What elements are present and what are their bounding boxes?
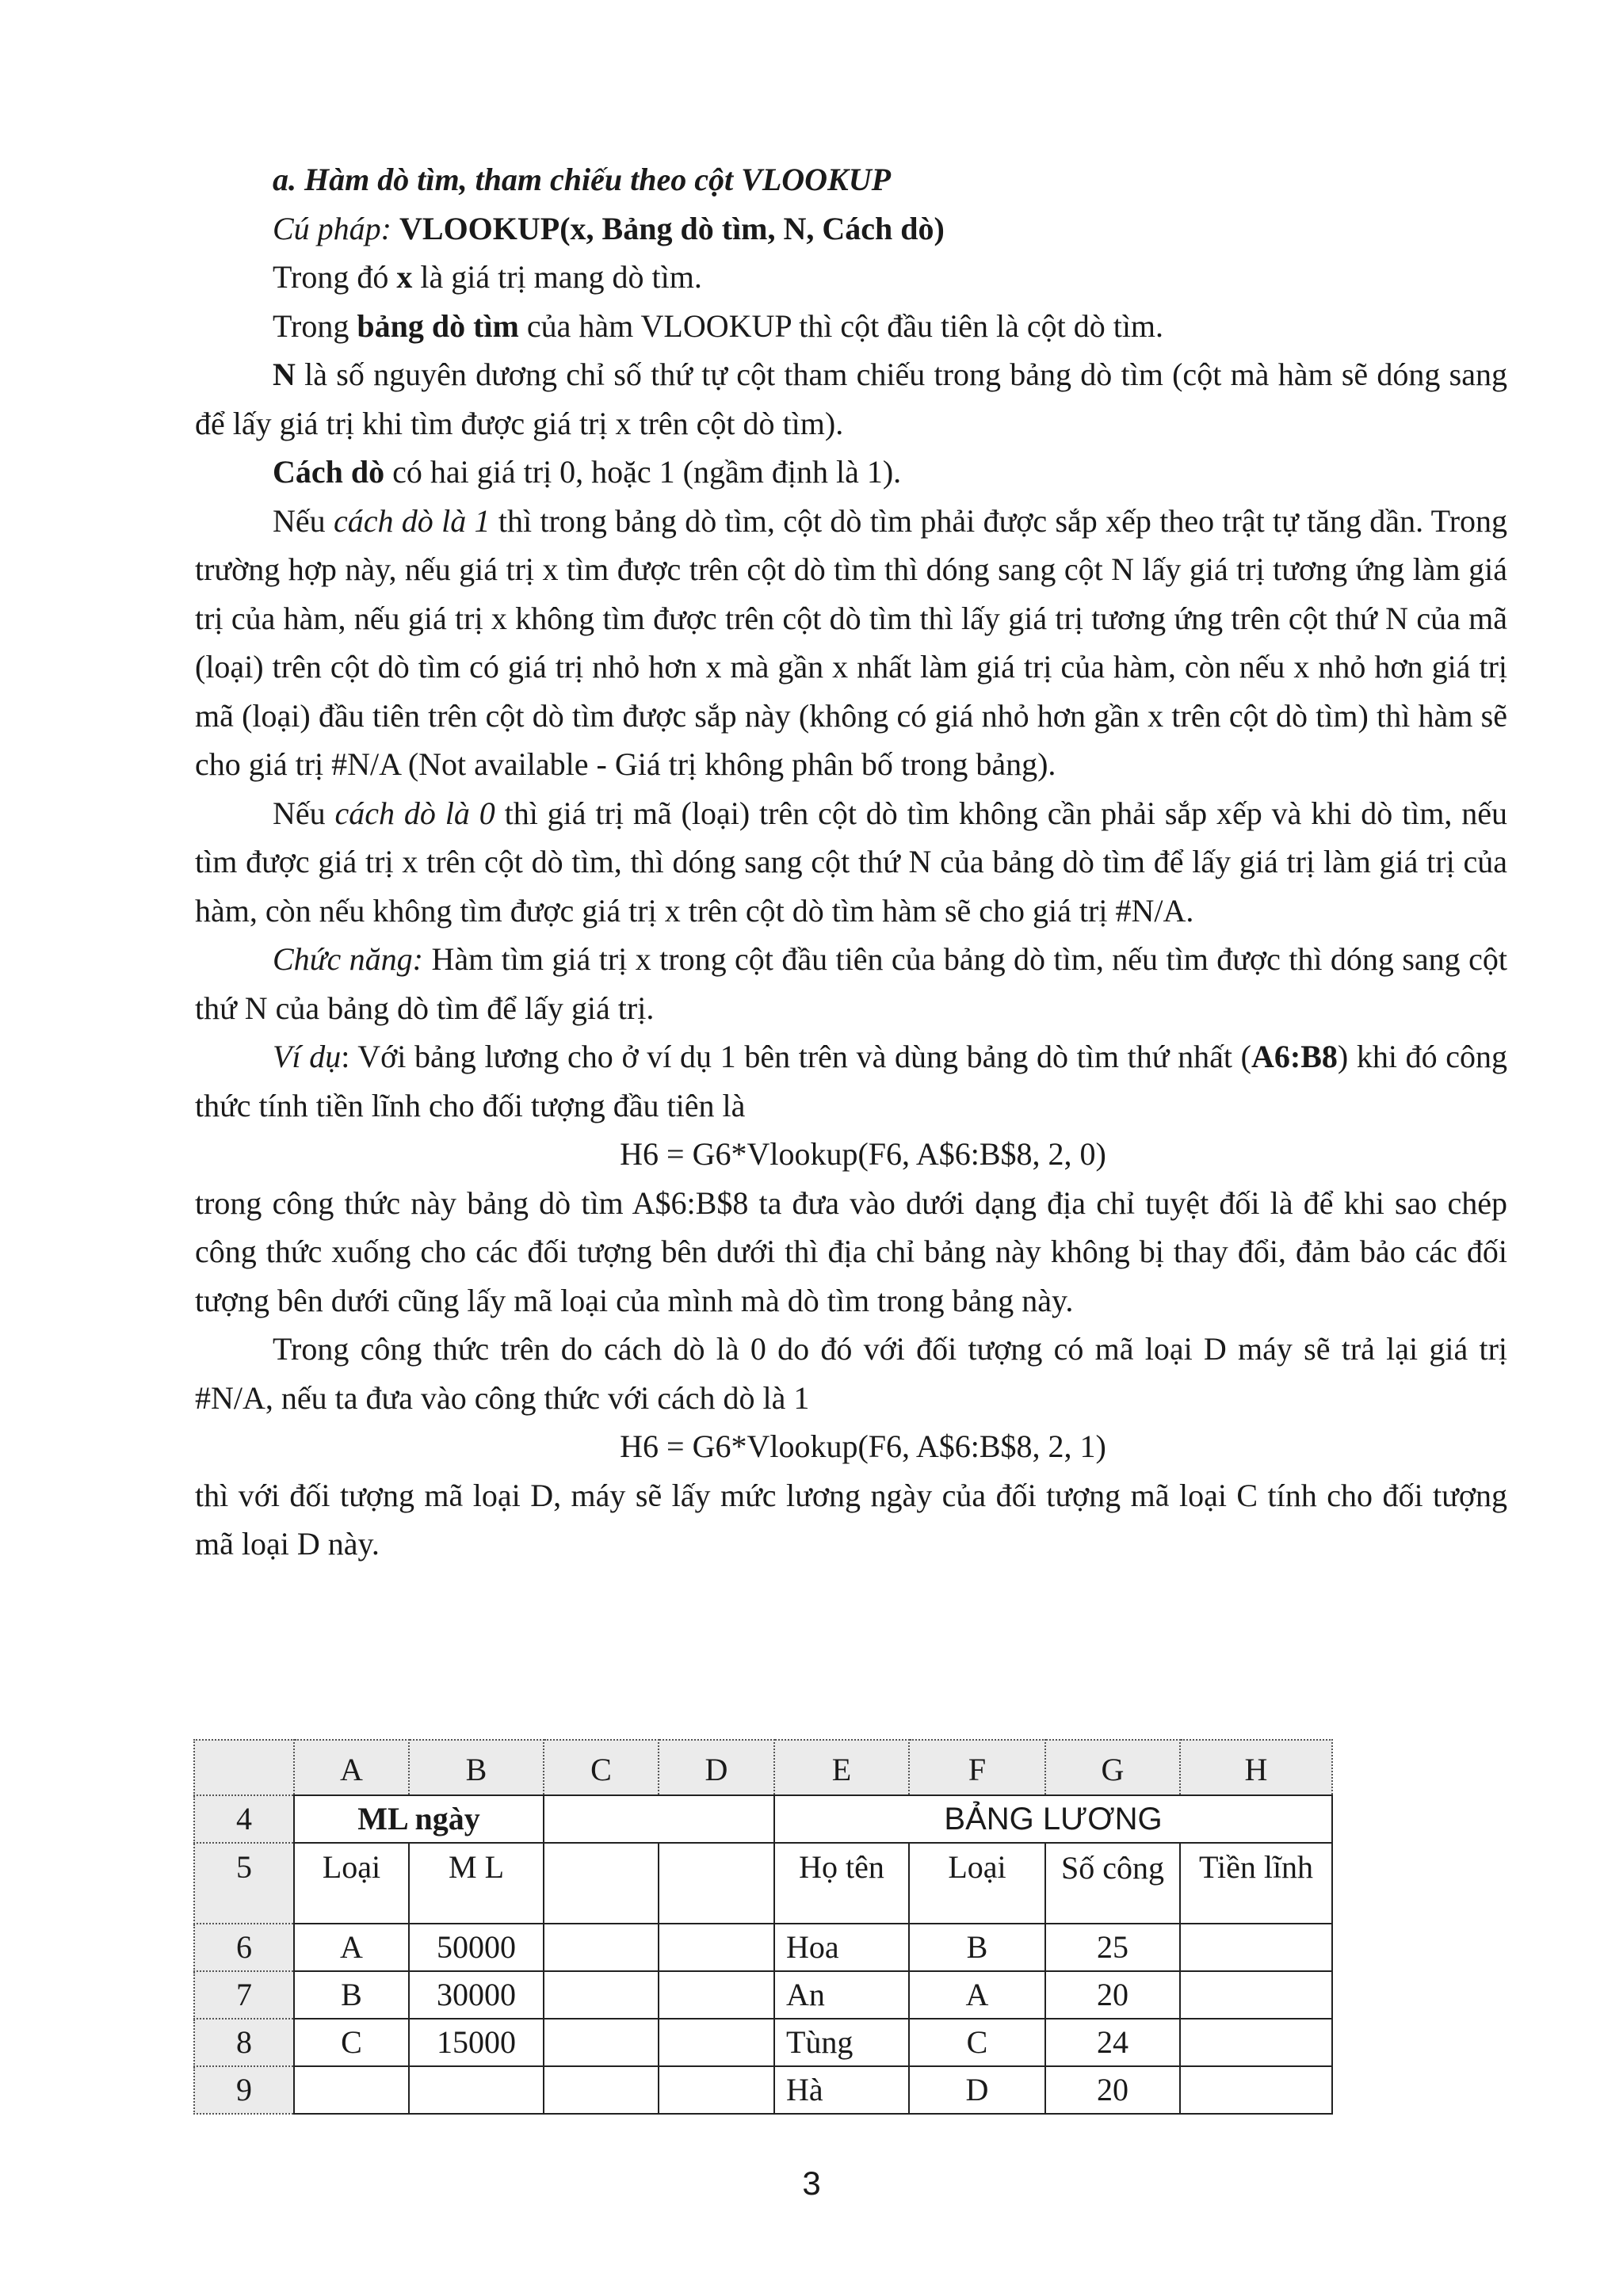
- paragraph-example: Ví dụ: Với bảng lương cho ở ví dụ 1 bên trên và dùng bảng dò tìm thứ nhất (A6:B8) khi đó công thức tính tiền lĩnh cho đối tượng đầu tiên là: [195, 1039, 1508, 1123]
- table-cell: 24: [1045, 2019, 1180, 2066]
- col-header-e: E: [774, 1740, 909, 1795]
- table-cell: D: [909, 2066, 1045, 2114]
- table-row: [194, 1924, 1332, 1971]
- corner-cell: [194, 1740, 294, 1795]
- col-header-d: D: [659, 1740, 774, 1795]
- empty-cell: [659, 2066, 774, 2114]
- row-header: 8: [194, 2019, 294, 2066]
- header-cell: M L: [409, 1843, 544, 1924]
- empty-cell: [659, 2019, 774, 2066]
- table-cell: A: [909, 1971, 1045, 2019]
- empty-cell: [544, 1924, 659, 1971]
- paragraph-lookup-table: Trong bảng dò tìm của hàm VLOOKUP thì cột đầu tiên là cột dò tìm.: [273, 307, 1164, 344]
- table-cell: C: [294, 2019, 409, 2066]
- col-header-g: G: [1045, 1740, 1180, 1795]
- empty-cell: [659, 1924, 774, 1971]
- row-header: 4: [194, 1795, 294, 1843]
- syntax-line: [195, 204, 1507, 254]
- header-cell: Loại: [909, 1843, 1045, 1924]
- empty-cell: [659, 1971, 774, 2019]
- table-cell: Hoa: [774, 1924, 909, 1971]
- table-cell: B: [909, 1924, 1045, 1971]
- table-cell: C: [909, 2019, 1045, 2066]
- table-row: [194, 2019, 1332, 2066]
- empty-cell: [544, 1971, 659, 2019]
- spreadsheet-table: [193, 1739, 1333, 2115]
- paragraph-match-mode: Cách dò có hai giá trị 0, hoặc 1 (ngầm định là 1).: [273, 454, 902, 490]
- row-header: 9: [194, 2066, 294, 2114]
- table-row: [194, 1971, 1332, 2019]
- paragraph-conclusion: thì với đối tượng mã loại D, máy sẽ lấy mức lương ngày của đối tượng mã loại C tính cho đối tượng mã loại D này.: [195, 1477, 1507, 1562]
- col-header-h: H: [1180, 1740, 1332, 1795]
- table-row: [194, 2066, 1332, 2114]
- empty-cell: [544, 2066, 659, 2114]
- page-number: 3: [802, 2164, 821, 2202]
- table-cell: 20: [1045, 2066, 1180, 2114]
- formula-2: H6 = G6*Vlookup(F6, A$6:B$8, 2, 1): [620, 1428, 1106, 1464]
- paragraph-mode-1: Nếu cách dò là 1 thì trong bảng dò tìm, cột dò tìm phải được sắp xếp theo trật tự tăng dần. Trong trường hợp này, nếu giá trị x tìm được trên cột dò tìm thì dóng sang cột N lấy giá trị tương ứng làm giá trị của hàm, nếu giá trị x không tìm được trên cột dò tìm thì lấy giá trị tương ứng trên cột thứ N của mã (loại) trên cột dò tìm có giá trị nhỏ hơn x mà gần x nhất làm giá trị của hàm, còn nếu x nhỏ hơn giá trị mã (loại) đầu tiên trên cột dò tìm được sắp này (không có giá nhỏ hơn gần x trên cột dò tìm) thì hàm sẽ cho giá trị #N/A (Not available - Giá trị không phân bố trong bảng).: [195, 502, 1508, 782]
- paragraph-na: Trong công thức trên do cách dò là 0 do đó với đối tượng có mã loại D máy sẽ trả lại giá trị #N/A, nếu ta đưa vào công thức với cách dò là 1: [195, 1331, 1507, 1416]
- paragraph-n: N là số nguyên dương chỉ số thứ tự cột tham chiếu trong bảng dò tìm (cột mà hàm sẽ dóng sang để lấy giá trị khi tìm được giá trị x trên cột dò tìm).: [195, 357, 1507, 441]
- row-header: 6: [194, 1924, 294, 1971]
- table-cell: 25: [1045, 1924, 1180, 1971]
- paragraph-absolute-address: trong công thức này bảng dò tìm A$6:B$8 ta đưa vào dưới dạng địa chỉ tuyệt đối là để khi sao chép công thức xuống cho các đối tượng bên dưới thì địa chỉ bảng này không bị thay đổi, đảm bảo các đối tượng bên dưới cũng lấy mã loại của mình mà dò tìm trong bảng này.: [195, 1184, 1507, 1318]
- table-cell: 15000: [409, 2019, 544, 2066]
- header-cell: Tiền lĩnh: [1180, 1843, 1332, 1924]
- paragraph-function: Chức năng: Hàm tìm giá trị x trong cột đầu tiên của bảng dò tìm, nếu tìm được thì dóng sang cột thứ N của bảng dò tìm để lấy giá trị.: [195, 941, 1507, 1026]
- table-row: [194, 1795, 1332, 1843]
- table-cell: A: [294, 1924, 409, 1971]
- empty-cell: [659, 1843, 774, 1924]
- row-header: 7: [194, 1971, 294, 2019]
- empty-cell: [544, 2019, 659, 2066]
- page-body: [195, 155, 1507, 1569]
- header-cell: Số công: [1045, 1843, 1180, 1924]
- syntax-label: Cú pháp:: [273, 210, 391, 246]
- paragraph-mode-0: Nếu cách dò là 0 thì giá trị mã (loại) trên cột dò tìm không cần phải sắp xếp và khi dò tìm, nếu tìm được giá trị x trên cột dò tìm, thì dóng sang cột thứ N của bảng dò tìm để lấy giá trị làm giá trị của hàm, còn nếu không tìm được giá trị x trên cột dò tìm hàm sẽ cho giá trị #N/A.: [195, 795, 1508, 929]
- col-header-a: A: [294, 1740, 409, 1795]
- syntax-text: VLOOKUP(x, Bảng dò tìm, N, Cách dò): [399, 210, 945, 246]
- table-cell: [294, 2066, 409, 2114]
- table-cell: [409, 2066, 544, 2114]
- empty-cell: [1180, 1924, 1332, 1971]
- ml-table-title: ML ngày: [294, 1795, 544, 1843]
- table-cell: 50000: [409, 1924, 544, 1971]
- row-header: 5: [194, 1843, 294, 1924]
- table-cell: An: [774, 1971, 909, 2019]
- col-header-b: B: [409, 1740, 544, 1795]
- paragraph-x: Trong đó x là giá trị mang dò tìm.: [273, 259, 702, 295]
- formula-1: H6 = G6*Vlookup(F6, A$6:B$8, 2, 0): [620, 1136, 1106, 1172]
- table-cell: Tùng: [774, 2019, 909, 2066]
- header-cell: Loại: [294, 1843, 409, 1924]
- empty-cell: [544, 1795, 774, 1843]
- salary-table-title: BẢNG LƯƠNG: [774, 1795, 1332, 1843]
- column-header-row: [194, 1740, 1332, 1795]
- table-cell: Hà: [774, 2066, 909, 2114]
- section-heading: a. Hàm dò tìm, tham chiếu theo cột VLOOKUP: [273, 162, 892, 197]
- empty-cell: [1180, 1971, 1332, 2019]
- table-row: [194, 1843, 1332, 1924]
- header-cell: Họ tên: [774, 1843, 909, 1924]
- empty-cell: [1180, 2019, 1332, 2066]
- empty-cell: [1180, 2066, 1332, 2114]
- empty-cell: [544, 1843, 659, 1924]
- col-header-c: C: [544, 1740, 659, 1795]
- table-cell: B: [294, 1971, 409, 2019]
- table-cell: 30000: [409, 1971, 544, 2019]
- table-cell: 20: [1045, 1971, 1180, 2019]
- col-header-f: F: [909, 1740, 1045, 1795]
